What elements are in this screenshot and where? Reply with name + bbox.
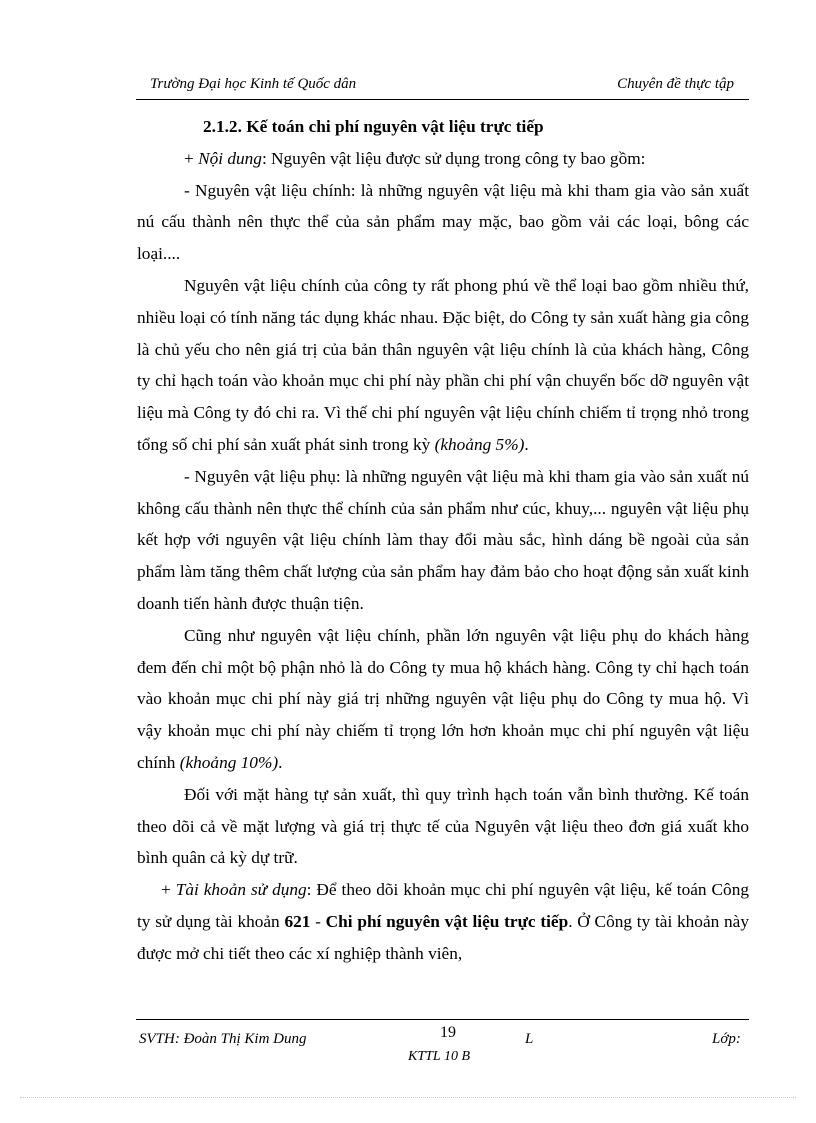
footer-student: SVTH: Đoàn Thị Kim Dung: [139, 1031, 307, 1047]
content-text: : Nguyên vật liệu được sử dụng trong công ty bao gồm:: [261, 148, 646, 168]
header-university: Trường Đại học Kinh tế Quốc dân: [150, 76, 357, 92]
percent-note: (khoảng 10%): [179, 752, 279, 772]
bullet-prefix: +: [184, 148, 199, 168]
footer-divider: [136, 1019, 749, 1020]
dash-separator: -: [310, 911, 326, 931]
footer-letter: L: [525, 1031, 534, 1047]
header-report-type: Chuyên đề thực tập: [617, 76, 734, 92]
paragraph-accounts-used: [137, 874, 749, 969]
footer-class-label: Lớp:: [712, 1031, 741, 1047]
paragraph-auxiliary-detail: [137, 620, 749, 779]
account-number: 621: [284, 911, 311, 931]
paragraph-main-materials-detail: [137, 270, 749, 461]
paragraph-content: [137, 143, 749, 175]
paragraph-text: : Để theo dõi khoản mục chi phí nguyên vật liệu, kế toán Công ty sử dụng tài khoản: [137, 880, 749, 931]
bullet-prefix: +: [161, 880, 176, 900]
paragraph-end: .: [524, 434, 529, 454]
content-label: Nội dung: [198, 148, 262, 168]
paragraph-end: .: [278, 752, 283, 772]
paragraph-self-production: Đối với mặt hàng tự sản xuất, thì quy trình hạch toán vẫn bình thường. Kế toán theo dõi cả về mặt lượng và giá trị thực tế của Nguyên vật liệu theo đơn giá xuất kho bình quân cả kỳ dự trữ.: [137, 784, 749, 868]
account-name: Chi phí nguyên vật liệu trực tiếp: [325, 911, 569, 931]
paragraph-text: . Ở Công ty tài khoản này được mở chi tiết theo các xí nghiệp thành viên,: [137, 911, 749, 963]
document-body: [137, 111, 749, 970]
page-number: 19: [440, 1024, 456, 1041]
footer-class-code: KTTL 10 B: [408, 1049, 470, 1064]
paragraph-text: Nguyên vật liệu chính của công ty rất phong phú về thể loại bao gồm nhiều thứ, nhiều loại có tính năng tác dụng khác nhau. Đặc biệt, do Công ty sản xuất hàng gia công là chủ yếu cho nên giá trị của bản thân nguyên vật liệu chính là của khách hàng, Công ty chỉ hạch toán vào khoản mục chi phí này phần chi phí vận chuyển bốc dỡ nguyên vật liệu mà Công ty đó chi ra. Vì thế chi phí nguyên vật liệu chính chiếm tỉ trọng nhỏ trong tổng số chi phí sản xuất phát sinh trong kỳ: [137, 275, 749, 454]
accounts-label: Tài khoản sử dụng: [175, 880, 307, 900]
paragraph-text: Cũng như nguyên vật liệu chính, phần lớn nguyên vật liệu phụ do khách hàng đem đến chỉ một bộ phận nhỏ là do Công ty mua hộ khách hàng. Công ty chỉ hạch toán vào khoản mục chi phí này giá trị những nguyên vật liệu phụ do Công ty mua hộ. Vì vậy khoản mục chi phí này chiếm tỉ trọng lớn hơn khoản mục chi phí nguyên vật liệu chính: [137, 625, 749, 772]
section-title: 2.1.2. Kế toán chi phí nguyên vật liệu trực tiếp: [203, 117, 544, 136]
page-bottom-border: [20, 1097, 796, 1098]
paragraph-auxiliary-materials: - Nguyên vật liệu phụ: là những nguyên vật liệu mà khi tham gia vào sản xuất nú không cấu thành nên thực thể chính của sản phẩm như cúc, khuy,... nguyên vật liệu phụ kết hợp với nguyên vật liệu chính làm thay đổi màu sắc, hình dáng bề ngoài của sản phẩm làm tăng thêm chất lượng của sản phẩm hay đảm bảo cho hoạt động sản xuất kinh doanh tiến hành được thuận tiện.: [137, 466, 749, 613]
header-divider: [136, 99, 749, 100]
paragraph-main-materials: - Nguyên vật liệu chính: là những nguyên vật liệu mà khi tham gia vào sản xuất nú cấu thành nên thực thể của sản phẩm may mặc, bao gồm vải các loại, bông các loại....: [137, 180, 749, 264]
percent-note: (khoảng 5%): [434, 434, 525, 454]
